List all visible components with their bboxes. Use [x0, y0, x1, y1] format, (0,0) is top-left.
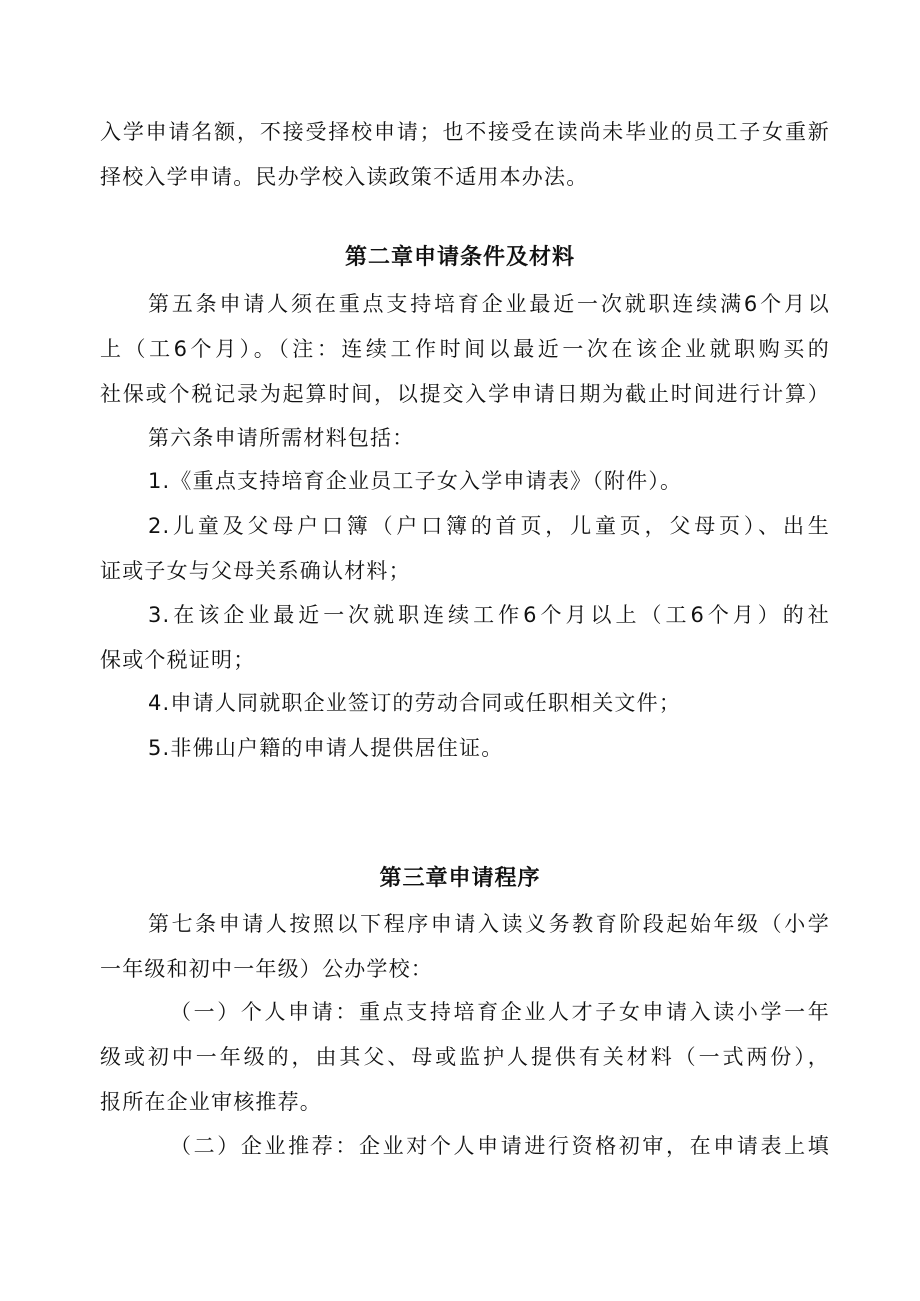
paragraph-line: 择校入学申请。民办学校入读政策不适用本办法。 [100, 165, 589, 189]
procedure-step-line: 级或初中一年级的，由其父、母或监护人提供有关材料（一式两份）， [100, 1045, 830, 1069]
list-item-continuation: 证或子女与父母关系确认材料； [100, 559, 411, 583]
procedure-step-line: 报所在企业审核推荐。 [100, 1090, 322, 1114]
procedure-step-line: （二）企业推荐：企业对个人申请进行资格初审，在申请表上填 [170, 1134, 830, 1158]
article-5-line: 上（工6个月）。（注：连续工作时间以最近一次在该企业就职购买的 [100, 337, 830, 361]
list-item: 3.在该企业最近一次就职连续工作6个月以上（工6个月）的社 [148, 603, 830, 627]
list-item: 4.申请人同就职企业签订的劳动合同或任职相关文件； [148, 691, 682, 715]
procedure-step-line: （一）个人申请：重点支持培育企业人才子女申请入读小学一年 [170, 1000, 830, 1024]
paragraph-line: 入学申请名额，不接受择校申请；也不接受在读尚未毕业的员工子女重新 [100, 120, 830, 144]
list-item: 2.儿童及父母户口簿（户口簿的首页，儿童页，父母页）、出生 [148, 514, 830, 538]
article-7-line: 第七条申请人按照以下程序申请入读义务教育阶段起始年级（小学 [148, 912, 830, 936]
chapter-2-title: 第二章申请条件及材料 [344, 245, 575, 270]
article-6-line: 第六条申请所需材料包括： [148, 426, 415, 450]
list-item: 1.《重点支持培育企业员工子女入学申请表》（附件）。 [148, 469, 683, 493]
article-5-line: 社保或个税记录为起算时间，以提交入学申请日期为截止时间进行计算） [100, 382, 830, 406]
list-item-continuation: 保或个税证明； [100, 648, 256, 672]
chapter-3-title: 第三章申请程序 [379, 866, 541, 891]
article-5-line: 第五条申请人须在重点支持培育企业最近一次就职连续满6个月以 [148, 292, 830, 316]
article-7-line: 一年级和初中一年级）公办学校： [100, 957, 433, 981]
list-item: 5.非佛山户籍的申请人提供居住证。 [148, 736, 504, 760]
